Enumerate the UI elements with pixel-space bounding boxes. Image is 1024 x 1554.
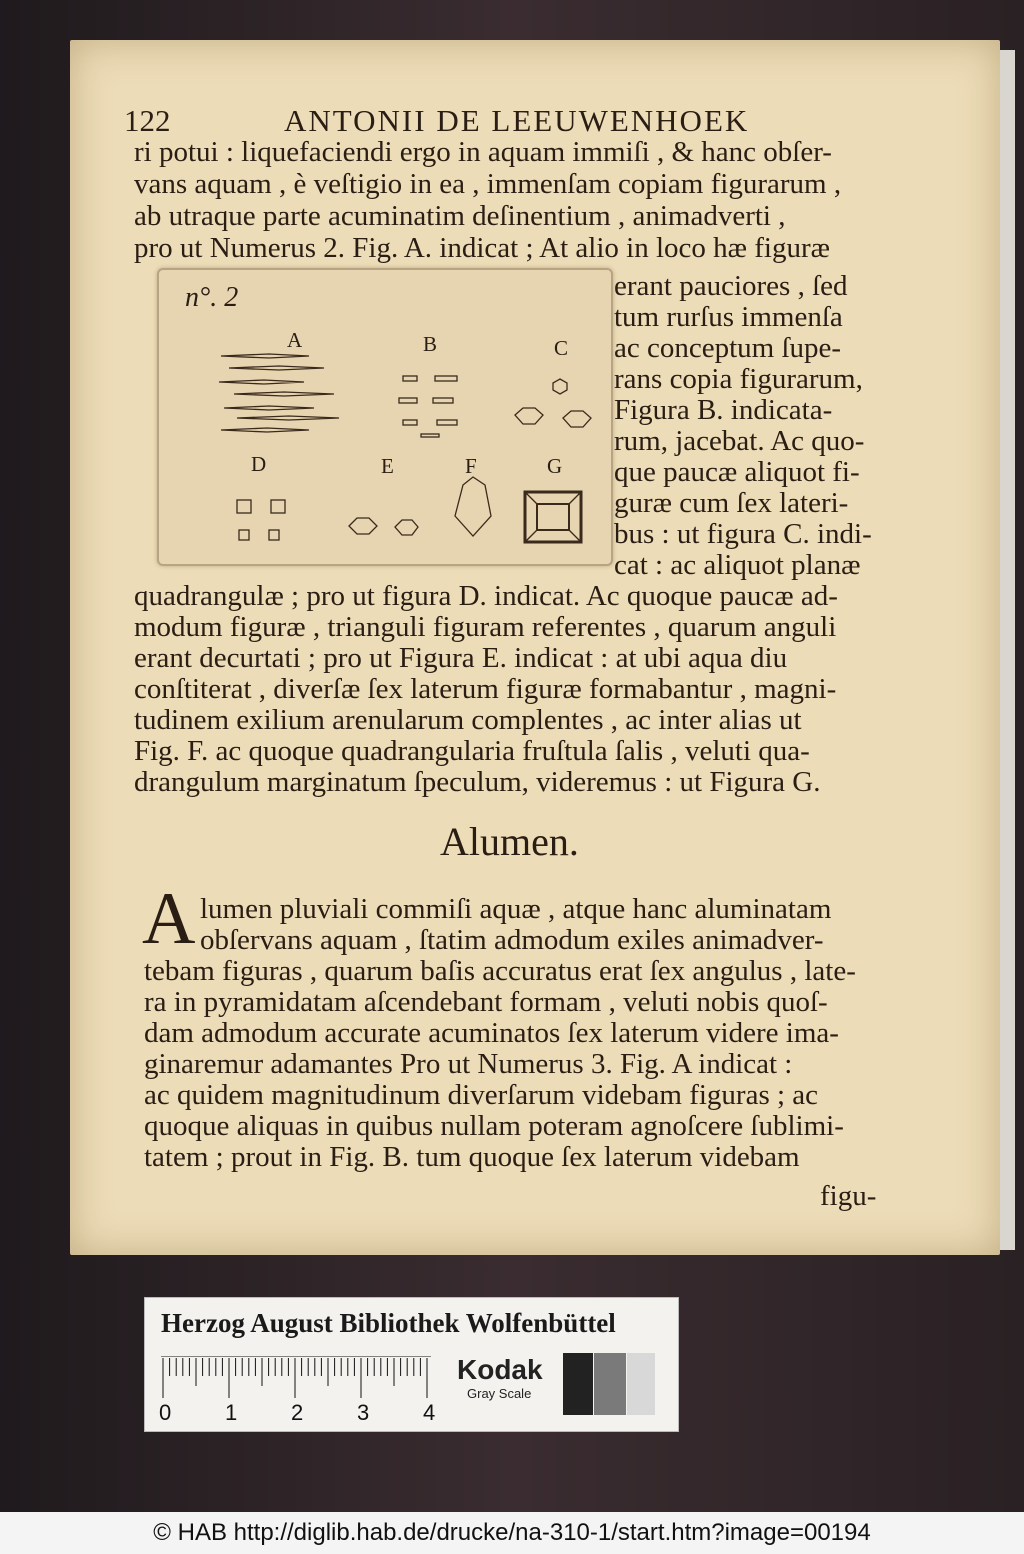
label-c: C <box>554 336 569 360</box>
figure-b-rods <box>399 376 457 437</box>
figure-c-hexagons <box>515 379 591 427</box>
text-line: Fig. F. ac quoque quadrangularia fruſtula ſalis , veluti qua- <box>134 735 810 767</box>
label-e: E <box>381 454 394 478</box>
ruler-number: 0 <box>159 1400 172 1425</box>
color-calibration-card <box>144 1297 679 1432</box>
side-text-line: cat : ac aliquot planæ <box>614 549 861 581</box>
text-line: erant decurtati ; pro ut Figura E. indicat : at ubi aqua diu <box>134 642 788 674</box>
text-line: tatem ; prout in Fig. B. tum quoque ſex laterum videbam <box>144 1141 800 1173</box>
catchword: figu- <box>820 1180 877 1212</box>
label-a: A <box>287 328 303 352</box>
text-line: quadrangulæ ; pro ut figura D. indicat. Ac quoque paucæ ad- <box>134 580 838 612</box>
running-title: ANTONII DE LEEUWENHOEK <box>284 103 750 138</box>
section-title: Alumen. <box>440 819 579 864</box>
side-text-line: Figura B. indicata- <box>614 394 833 426</box>
text-line: drangulum marginatum ſpeculum, videremus : ut Figura G. <box>134 766 821 798</box>
text-line: ac quidem magnitudinum diverſarum videbam figuras ; ac <box>144 1079 819 1111</box>
side-text-line: guræ cum ſex lateri- <box>614 487 849 519</box>
plate-number: n°. 2 <box>185 282 239 313</box>
figure-d-squares <box>237 500 285 540</box>
ruler-number: 3 <box>357 1400 370 1425</box>
text-line: ri potui : liquefaciendi ergo in aquam immiſi , & hanc obſer- <box>134 136 832 168</box>
text-line: pro ut Numerus 2. Fig. A. indicat ; At alio in loco hæ figuræ <box>134 232 830 264</box>
figure-g-frame <box>525 492 581 542</box>
ruler-number: 2 <box>291 1400 304 1425</box>
text-line: tudinem exilium arenularum complentes , ac inter alias ut <box>134 704 802 736</box>
label-d: D <box>251 452 267 476</box>
label-g: G <box>547 454 563 478</box>
side-text-line: ac conceptum ſupe- <box>614 332 842 364</box>
ruler-number: 4 <box>423 1400 436 1425</box>
side-text-line: que paucæ aliquot fi- <box>614 456 860 488</box>
engraved-plate <box>157 268 613 566</box>
plate-figures <box>159 270 611 564</box>
figure-a-needles <box>219 354 339 432</box>
text-line: modum figuræ , trianguli figuram referentes , quarum anguli <box>134 611 837 643</box>
gray-patch-dark <box>563 1353 593 1415</box>
gray-patch-mid <box>594 1353 626 1415</box>
library-name: Herzog August Bibliothek Wolfenbüttel <box>161 1308 616 1338</box>
ruler-number: 1 <box>225 1400 238 1425</box>
copyright-link[interactable]: © HAB http://diglib.hab.de/drucke/na-310-1/start.htm?image=00194 <box>153 1519 871 1546</box>
side-text-line: bus : ut figura C. indi- <box>614 518 872 550</box>
kodak-logo: Kodak <box>457 1354 543 1385</box>
figure-e-hexagons <box>349 518 418 535</box>
text-line: dam admodum accurate acuminatos ſex laterum videre ima- <box>144 1017 839 1049</box>
gray-patch-light <box>627 1353 655 1415</box>
side-text-line: tum rurſus immenſa <box>614 301 843 333</box>
figure-f-hexagon <box>455 477 491 536</box>
text-line: obſervans aquam , ſtatim admodum exiles animadver- <box>200 924 824 956</box>
ruler-scale <box>161 1356 441 1400</box>
text-line: ab utraque parte acuminatim deſinentium , animadverti , <box>134 200 786 232</box>
text-line: ginaremur adamantes Pro ut Numerus 3. Fig. A indicat : <box>144 1048 793 1080</box>
text-line: conſtiterat , diverſæ ſex laterum figuræ formabantur , magni- <box>134 673 837 705</box>
text-line: vans aquam , è veſtigio in ea , immenſam copiam figurarum , <box>134 168 842 200</box>
side-text-line: erant pauciores , ſed <box>614 270 848 302</box>
side-text-line: rum, jacebat. Ac quo- <box>614 425 865 457</box>
text-line: ra in pyramidatam aſcendebant formam , veluti nobis quoſ- <box>144 986 828 1018</box>
copyright-footer <box>0 1512 1024 1554</box>
page-number: 122 <box>124 103 171 138</box>
gray-scale-label: Gray Scale <box>467 1386 532 1401</box>
side-text-line: rans copia figurarum, <box>614 363 863 395</box>
text-line: tebam figuras , quarum baſis accuratus erat ſex angulus , late- <box>144 955 856 987</box>
drop-cap: A <box>142 878 196 960</box>
text-line: lumen pluviali commiſi aquæ , atque hanc aluminatam <box>200 893 832 925</box>
label-b: B <box>423 332 438 356</box>
text-line: quoque aliquas in quibus nullam poteram agnoſcere ſublimi- <box>144 1110 844 1142</box>
label-f: F <box>465 454 477 478</box>
